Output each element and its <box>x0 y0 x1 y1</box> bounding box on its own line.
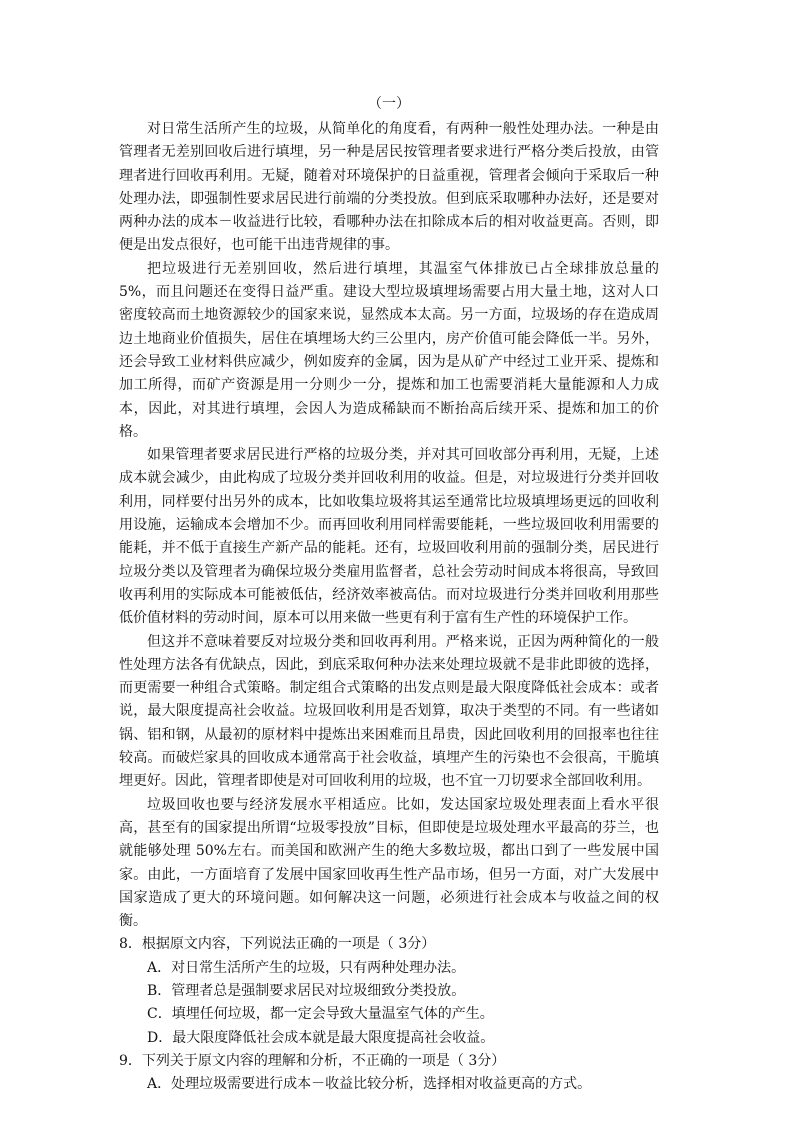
paragraph-4: 但这并不意味着要反对垃圾分类和回收再利用。严格来说，正因为两种简化的一般性处理方法各有优缺点，因此，到底采取何种办法来处理垃圾就不是非此即彼的选择，而更需要一种组合式策略。制定组合式策略的出发点则是最大限度降低社会成本：或者说，最大限度提高社会收益。垃圾回收利用是否划算，取决于类型的不同。有一些诸如锅、铝和钢，从最初的原材料中提炼出来困难而且昂贵，因此回收利用的回报率也往往较高。而破烂家具的回收成本通常高于社会收益，填埋产生的污染也不会很高，干脆填埋更好。因此，管理者即使是对可回收利用的垃圾，也不宜一刀切要求全部回收利用。 <box>119 633 659 790</box>
question-8-option-c: C．填埋任何垃圾，都一定会导致大量温室气体的产生。 <box>147 1006 494 1023</box>
question-8-stem: 8．根据原文内容，下列说法正确的一项是（ 3分） <box>119 936 436 953</box>
paragraph-5: 垃圾回收也要与经济发展水平相适应。比如，发达国家垃圾处理表面上看水平很高，甚至有的国家提出所谓“垃圾零投放”目标，但即使是垃圾处理水平最高的芬兰，也就能够处理 50%左右。而美国和欧洲产生的绝大多数垃圾，都出口到了一些发展中国家。由此，一方面培育了发展中国家回收再生性产品市场，但另一方面，对广大发展中国家造成了更大的环境问题。如何解决这一问题，必须进行社会成本与收益之间的权衡。 <box>119 796 659 930</box>
question-8-option-a: A．对日常生活所产生的垃圾，只有两种处理办法。 <box>147 959 466 976</box>
paragraph-1: 对日常生活所产生的垃圾，从简单化的角度看，有两种一般性处理办法。一种是由管理者无差别回收后进行填埋，另一种是居民按管理者要求进行严格分类后投放，由管理者进行回收再利用。无疑，随着对环境保护的日益重视，管理者会倾向于采取后一种处理办法，即强制性要求居民进行前端的分类投放。但到底采取哪种办法好，还是要对两种办法的成本－收益进行比较，看哪种办法在扣除成本后的相对收益更高。否则，即便是出发点很好，也可能干出违背规律的事。 <box>119 121 659 254</box>
question-9 <box>119 1050 659 1097</box>
question-9-stem: 9．下列关于原文内容的理解和分析，不正确的一项是（ 3分） <box>119 1052 506 1069</box>
question-9-option-a: A．处理垃圾需要进行成本－收益比较分析，选择相对收益更高的方式。 <box>147 1076 592 1093</box>
question-8 <box>119 933 659 1049</box>
section-title: （一） <box>368 96 410 112</box>
question-8-option-b: B．管理者总是强制要求居民对垃圾细致分类投放。 <box>147 982 466 999</box>
passage <box>119 118 659 933</box>
paragraph-3: 如果管理者要求居民进行严格的垃圾分类，并对其可回收部分再利用，无疑，上述成本就会减少，由此构成了垃圾分类并回收利用的收益。但是，对垃圾进行分类并回收利用，同样要付出另外的成本，比如收集垃圾将其运至通常比垃圾填埋场更远的回收利用设施，运输成本会增加不少。而再回收利用同样需要能耗，一些垃圾回收利用需要的能耗，并不低于直接生产新产品的能耗。还有，垃圾回收利用前的强制分类，居民进行垃圾分类以及管理者为确保垃圾分类雇用监督者，总社会劳动时间成本将很高，导致回收再利用的实际成本可能被低估，经济效率被高估。而对垃圾进行分类并回收利用那些低价值材料的劳动时间，原本可以用来做一些更有利于富有生产性的环境保护工作。 <box>119 447 659 627</box>
paragraph-2: 把垃圾进行无差别回收，然后进行填埋，其温室气体排放已占全球排放总量的 5%，而且问题还在变得日益严重。建设大型垃圾填埋场需要占用大量土地，这对人口密度较高而土地资源较少的国家来说，显然成本太高。另一方面，垃圾场的存在造成周边土地商业价值损失，居住在填埋场大约三公里内，房产价值可能会降低一半。另外，还会导致工业材料供应减少，例如废弃的金属，因为是从矿产中经过工业开采、提炼和加工所得，而矿产资源是用一分则少一分，提炼和加工也需要消耗大量能源和人力成本，因此，对其进行填埋，会因人为造成稀缺而不断抬高后续开采、提炼和加工的价格。 <box>119 260 659 440</box>
document-page <box>119 94 659 1096</box>
question-8-option-d: D．最大限度降低社会成本就是最大限度提高社会收益。 <box>147 1029 495 1046</box>
